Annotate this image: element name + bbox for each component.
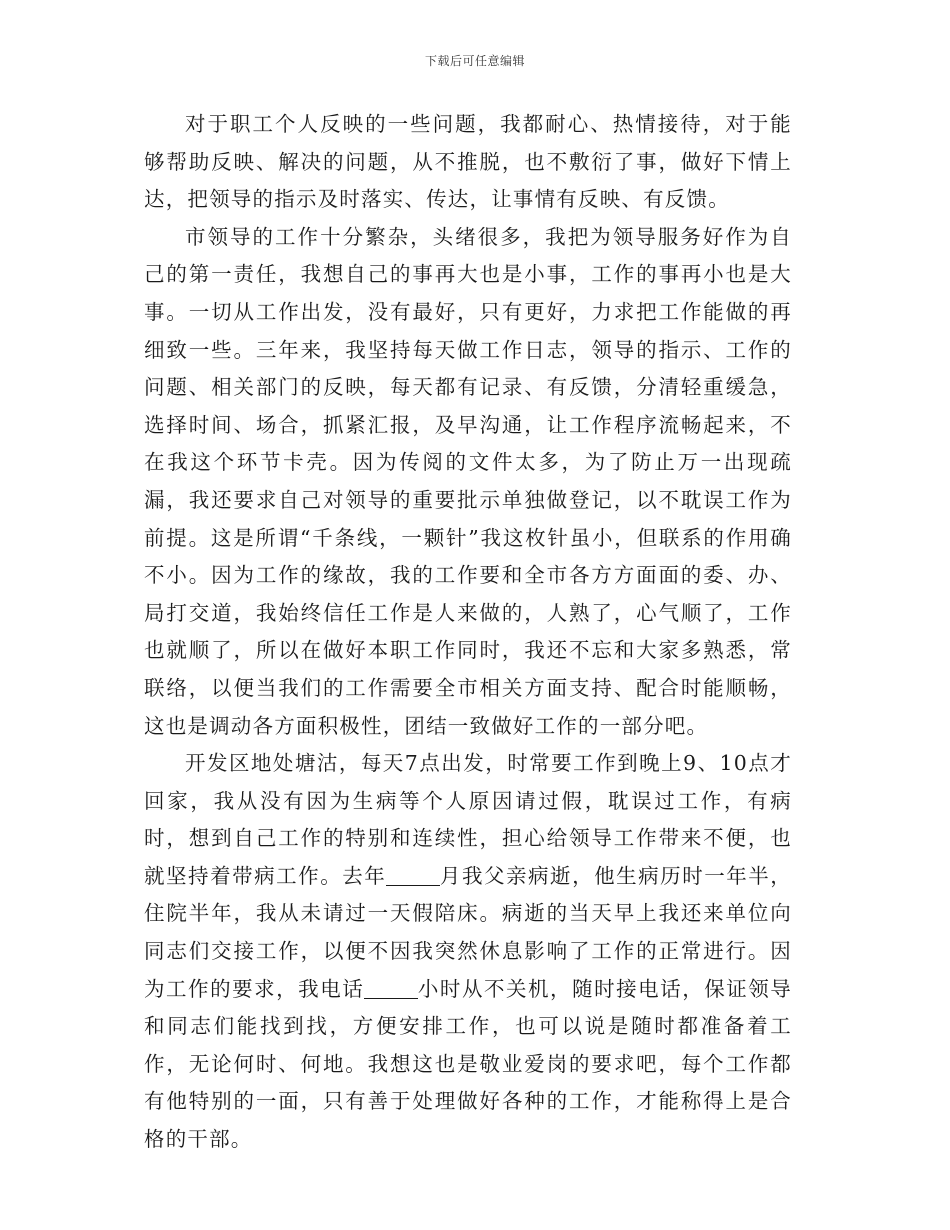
paragraph-3-part-1: 开发区地处塘沽，每天7点出发，时常要工作到晚上9、10点才回家，我从没有因为生病等个人原因请过假，耽误过工作，有病时，想到自己工作的特别和连续性，担心给领导工作带来不便，也就坚持着带病工作。去年 bbox=[144, 751, 792, 888]
fill-in-blank bbox=[386, 864, 439, 886]
fill-in-blank bbox=[364, 977, 417, 999]
document-body bbox=[144, 106, 792, 1159]
paragraph-2: 市领导的工作十分繁杂，头绪很多，我把为领导服务好作为自己的第一责任，我想自己的事再大也是小事，工作的事再小也是大事。一切从工作出发，没有最好，只有更好，力求把工作能做的再细致一些。三年来，我坚持每天做工作日志，领导的指示、工作的问题、相关部门的反映，每天都有记录、有反馈，分清轻重缓急，选择时间、场合，抓紧汇报，及早沟通，让工作程序流畅起来，不在我这个环节卡壳。因为传阅的文件太多，为了防止万一出现疏漏，我还要求自己对领导的重要批示单独做登记，以不耽误工作为前提。这是所谓“千条线，一颗针”我这枚针虽小，但联系的作用确不小。因为工作的缘故，我的工作要和全市各方方面面的委、办、局打交道，我始终信任工作是人来做的，人熟了，心气顺了，工作也就顺了，所以在做好本职工作同时，我还不忘和大家多熟悉，常联络，以便当我们的工作需要全市相关方面支持、配合时能顺畅，这也是调动各方面积极性，团结一致做好工作的一部分吧。 bbox=[144, 224, 792, 738]
paragraph-3-part-3: 小时从不关机，随时接电话，保证领导和同志们能找到找，方便安排工作，也可以说是随时都准备着工作，无论何时、何地。我想这也是敬业爱岗的要求吧，每个工作都有他特别的一面，只有善于处理做好各种的工作，才能称得上是合格的干部。 bbox=[144, 976, 793, 1152]
paragraph-3-part-2: 月我父亲病逝，他生病历时一年半，住院半年，我从未请过一天假陪床。病逝的当天早上我还来单位向同志们交接工作，以便不因我突然休息影响了工作的正常进行。因为工作的要求，我电话 bbox=[144, 863, 793, 1001]
paragraph-1: 对于职工个人反映的一些问题，我都耐心、热情接待，对于能够帮助反映、解决的问题，从不推脱，也不敷衍了事，做好下情上达，把领导的指示及时落实、传达，让事情有反映、有反馈。 bbox=[144, 112, 792, 212]
paragraph-3 bbox=[144, 745, 792, 1159]
page-header: 下载后可任意编辑 bbox=[424, 54, 525, 68]
